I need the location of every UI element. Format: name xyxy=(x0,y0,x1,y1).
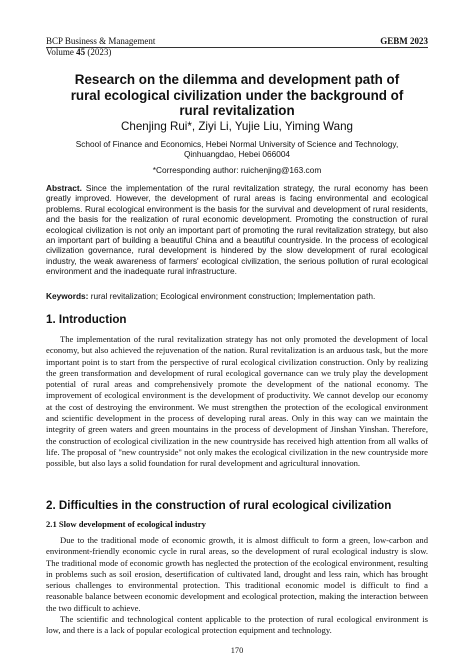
volume-year: (2023) xyxy=(85,47,112,57)
section-2-heading: 2. Difficulties in the construction of rural ecological civilization xyxy=(46,499,392,512)
volume-info xyxy=(46,47,111,58)
page-number: 170 xyxy=(230,646,244,655)
abstract-label: Abstract. xyxy=(46,183,82,193)
paper-title: Research on the dilemma and development path of rural ecological civilization under the background of rural revitalization xyxy=(70,72,404,119)
journal-abbrev: GEBM 2023 xyxy=(380,36,428,46)
section-1-paragraph: The implementation of the rural revitalization strategy has not only promoted the development of local economy, but also achieved the rejuvenation of the nation. Rural revitalization is an arduous task, but the more important point is to start from the perspective of rural ecological civilization construction. Only by realizing the green transformation and development of rural ecological governance can we truly play the development potential of rural areas and comprehensively promote the development of the national economy. The improvement of ecological environment is the development of productivity. We cannot develop our economy at the cost of destroying the environment. We must strengthen the protection of the ecological environment and scientific development in the process of developing rural areas. Only in this way can we maintain the integrity of green waters and green mountains in the process of development of Jinshan Yinshan. Therefore, the construction of ecological civilization in the new countryside has received high attention from all walks of life. The proposal of "new countryside" not only makes the ecological civilization in the new countryside more possible, but also lays a solid foundation for rural development and agricultural innovation. xyxy=(46,334,428,469)
corresponding-author: *Corresponding author: ruichenjing@163.com xyxy=(152,165,322,175)
keywords-text: rural revitalization; Ecological environment construction; Implementation path. xyxy=(88,291,376,301)
section-1-heading: 1. Introduction xyxy=(46,313,127,326)
header-rule xyxy=(46,47,428,48)
author-list: Chenjing Rui*, Ziyi Li, Yujie Liu, Yiming Wang xyxy=(121,120,353,133)
keywords xyxy=(46,291,428,301)
keywords-label: Keywords: xyxy=(46,291,89,301)
abstract-text: Since the implementation of the rural revitalization strategy, the rural economy has been greatly improved. However, the development of rural areas is facing environmental and ecological problems. Rural ecological environment is the basis for the survival and development of rural residents, and the basis for the realization of rural economic development. Promoting the construction of rural ecological civilization is not only an important part of promoting the rural revitalization strategy, but also an important part of building a beautiful China and a beautiful countryside. In the process of ecological civilization governance, rural development is hindered by the slow development of rural ecological industry, the weak awareness of farmers' ecological civilization, the serious pollution of rural ecological environment and the inadequate rural infrastructure. xyxy=(46,183,428,277)
section-1-body xyxy=(46,334,428,470)
section-2-body xyxy=(46,535,428,637)
journal-name: BCP Business & Management xyxy=(46,36,156,46)
volume-number: 45 xyxy=(76,47,86,57)
affiliation: School of Finance and Economics, Hebei Normal University of Science and Technology, Qinhuangdao, Hebei 066004 xyxy=(75,139,399,160)
subsection-2-1-heading: 2.1 Slow development of ecological industry xyxy=(46,519,206,529)
section-2-paragraph-2: The scientific and technological content applicable to the protection of rural ecological environment is low, and there is a lack of popular ecological protection equipment and technology. xyxy=(46,614,428,636)
abstract xyxy=(46,183,428,277)
volume-prefix: Volume xyxy=(46,47,77,57)
section-2-paragraph-1: Due to the traditional mode of economic growth, it is almost difficult to form a green, low-carbon and environment-friendly economic cycle in rural areas, so the development of rural ecological industry is slow. The traditional mode of economic growth has neglected the protection of the ecological environment, resulting in problems such as soil erosion, desertification of cultivated land, drought and less rain, which has brought serious challenges to environmental protection. This traditional economic model is difficult to find a reasonable balance between economic development and ecological protection, making the interaction between the two difficult to achieve. xyxy=(46,535,428,613)
